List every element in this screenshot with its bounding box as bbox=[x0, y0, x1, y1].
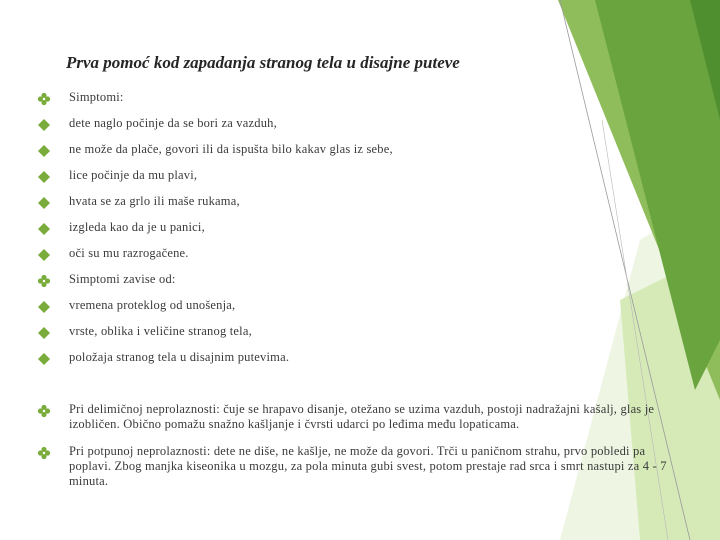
diamond-bullet-icon bbox=[37, 352, 51, 366]
clover-bullet-icon bbox=[37, 274, 51, 288]
list-item-text: izgleda kao da je u panici, bbox=[69, 220, 205, 234]
clover-bullet-icon bbox=[37, 92, 51, 106]
diamond-bullet-icon bbox=[37, 118, 51, 132]
list-item-text: Pri potpunoj neprolaznosti: dete ne diše, ne kašlje, ne može da govori. Trči u paničnom strahu, prvo pobledi pa poplavi. Zbog manjka kiseonika u mozgu, za pola minuta gubi svest, potom prestaje rad srca i smrt nastupi za 4 - 7 minuta. bbox=[69, 444, 667, 488]
list-item-text: dete naglo počinje da se bori za vazduh, bbox=[69, 116, 277, 130]
diamond-bullet-icon bbox=[37, 222, 51, 236]
diamond-bullet-icon bbox=[37, 170, 51, 184]
list-item-text: Pri delimičnoj neprolaznosti: čuje se hrapavo disanje, otežano se uzima vazduh, postoji nadražajni kašalj, glas je izobličen. Obično pomažu snažno kašljanje i čvrsti udarci po leđima među lopaticama. bbox=[69, 402, 655, 431]
diamond-bullet-icon bbox=[37, 300, 51, 314]
list-item-text: vremena proteklog od unošenja, bbox=[69, 298, 236, 312]
list-item-text: položaja stranog tela u disajnim putevima. bbox=[69, 350, 290, 364]
list-item-text: Simptomi: bbox=[69, 90, 124, 104]
diamond-bullet-icon bbox=[37, 196, 51, 210]
clover-bullet-icon bbox=[37, 404, 51, 418]
clover-bullet-icon bbox=[37, 446, 51, 460]
list-item-text: oči su mu razrogačene. bbox=[69, 246, 189, 260]
list-item-text: ne može da plače, govori ili da ispušta bilo kakav glas iz sebe, bbox=[69, 142, 393, 156]
list-item-text: lice počinje da mu plavi, bbox=[69, 168, 198, 182]
diamond-bullet-icon bbox=[37, 248, 51, 262]
diamond-bullet-icon bbox=[37, 326, 51, 340]
list-item-text: Simptomi zavise od: bbox=[69, 272, 176, 286]
diamond-bullet-icon bbox=[37, 144, 51, 158]
list-item-text: vrste, oblika i veličine stranog tela, bbox=[69, 324, 252, 338]
list-item-text: hvata se za grlo ili maše rukama, bbox=[69, 194, 240, 208]
slide-title: Prva pomoć kod zapadanja stranog tela u disajne puteve bbox=[66, 53, 460, 72]
